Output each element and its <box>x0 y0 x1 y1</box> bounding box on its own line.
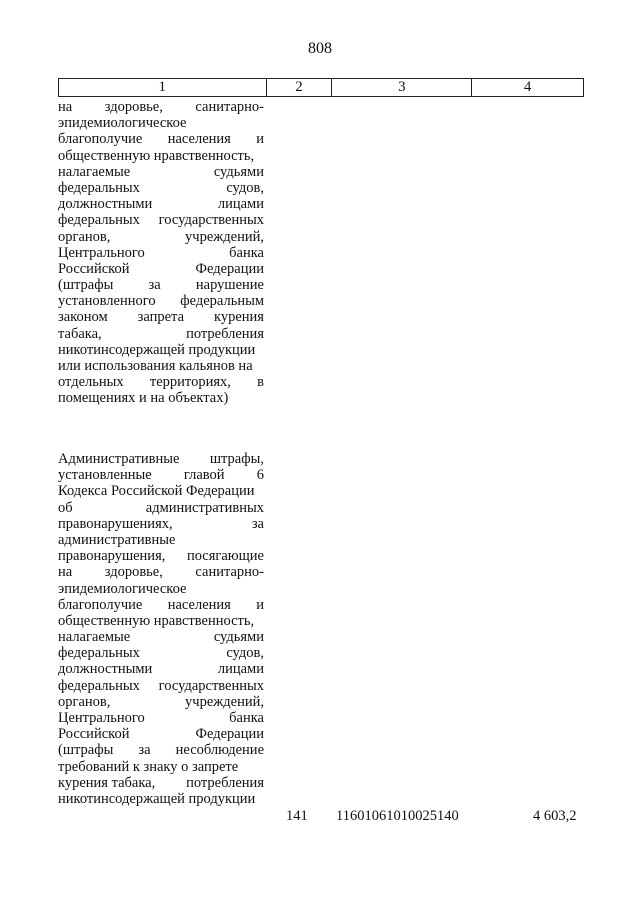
text-word: никотинсодержащей продукции <box>58 790 256 807</box>
text-word: никотинсодержащей продукции <box>58 341 256 358</box>
text-word: эпидемиологическое <box>58 115 187 132</box>
text-word: Административные <box>58 451 180 467</box>
text-word: установленные <box>58 467 152 484</box>
text-word: в <box>257 374 264 391</box>
text-word: здоровье, <box>104 99 163 115</box>
text-line <box>58 613 264 629</box>
text-word: населения <box>167 596 231 613</box>
text-word: на <box>58 99 73 115</box>
text-word: Российской <box>58 726 130 743</box>
cell-amount: 4 603,2 <box>533 808 577 824</box>
text-word: правонарушения, <box>58 548 166 565</box>
cell-income-code: 11601061010025140 <box>336 808 459 824</box>
text-word: за <box>251 515 264 532</box>
text-word: запрета <box>137 309 185 326</box>
text-line <box>58 115 264 131</box>
text-word: федеральных <box>58 212 140 229</box>
text-line <box>58 99 264 115</box>
text-word: Кодекса Российской Федерации <box>58 483 255 500</box>
text-word: нарушение <box>195 277 264 294</box>
text-line <box>58 467 264 483</box>
text-word: и <box>256 596 264 613</box>
header-col-2: 2 <box>267 79 333 96</box>
text-word: на <box>58 564 73 581</box>
text-word: об <box>58 499 73 516</box>
text-word: здоровье, <box>104 564 163 581</box>
text-word: отдельных <box>58 374 124 391</box>
text-word: учреждений, <box>185 693 264 710</box>
text-word: за <box>138 742 151 759</box>
text-line <box>58 261 264 277</box>
text-word: налагаемые <box>58 163 131 180</box>
text-line <box>58 629 264 645</box>
text-line <box>58 451 264 467</box>
text-word: должностными <box>58 661 153 678</box>
text-word: курения <box>214 309 264 326</box>
text-word: федеральных <box>58 677 140 694</box>
text-word: потребления <box>186 325 264 342</box>
text-word: санитарно- <box>195 564 264 581</box>
text-line <box>58 742 264 758</box>
text-line <box>58 694 264 710</box>
text-line <box>58 358 264 374</box>
text-word: курения табака, <box>58 774 156 791</box>
text-word: Федерации <box>195 260 264 277</box>
text-block-admin-fines <box>58 451 264 807</box>
text-word: 6 <box>256 467 264 484</box>
text-word: федеральных <box>58 645 140 662</box>
text-word: санитарно- <box>195 99 264 115</box>
text-line <box>58 775 264 791</box>
text-word: Федерации <box>195 726 264 743</box>
text-word: федеральным <box>180 293 264 310</box>
text-line <box>58 759 264 775</box>
header-col-4: 4 <box>472 79 584 96</box>
text-line <box>58 791 264 807</box>
text-word: общественную нравственность, <box>58 612 255 629</box>
page-number: 808 <box>308 40 332 57</box>
text-word: или использования кальянов на <box>58 358 253 374</box>
text-word: требований к знаку о запрете <box>58 758 239 775</box>
text-word: общественную нравственность, <box>58 147 255 164</box>
text-word: главой <box>183 467 225 484</box>
text-word: за <box>148 277 161 294</box>
text-word: потребления <box>186 774 264 791</box>
text-word: благополучие <box>58 596 143 613</box>
text-word: административные <box>58 531 176 548</box>
text-word: помещениях и на объектах) <box>58 390 229 407</box>
text-line <box>58 180 264 196</box>
text-word: несоблюдение <box>175 742 264 759</box>
text-line <box>58 164 264 180</box>
text-word: (штрафы <box>58 742 114 759</box>
text-line <box>58 564 264 580</box>
text-word: судов, <box>226 179 264 196</box>
text-word: лицами <box>217 196 264 213</box>
text-line <box>58 131 264 147</box>
text-line <box>58 326 264 342</box>
header-col-1: 1 <box>59 79 267 96</box>
text-word: и <box>256 131 264 148</box>
text-block-continuation <box>58 99 264 407</box>
text-line <box>58 726 264 742</box>
text-word: установленного <box>58 293 156 310</box>
text-line <box>58 532 264 548</box>
text-line <box>58 581 264 597</box>
text-word: Центрального <box>58 244 145 261</box>
text-line <box>58 500 264 516</box>
text-line <box>58 293 264 309</box>
header-col-3: 3 <box>332 79 472 96</box>
text-line <box>58 342 264 358</box>
text-word: органов, <box>58 228 111 245</box>
text-word: банка <box>229 244 264 261</box>
text-word: правонарушениях, <box>58 515 173 532</box>
text-word: населения <box>167 131 231 148</box>
text-line <box>58 678 264 694</box>
text-line <box>58 710 264 726</box>
text-line <box>58 548 264 564</box>
text-word: судьями <box>213 629 264 646</box>
text-word: Российской <box>58 260 130 277</box>
text-word: органов, <box>58 693 111 710</box>
text-word: государственных <box>158 677 264 694</box>
text-word: (штрафы <box>58 277 114 294</box>
text-line <box>58 196 264 212</box>
text-word: посягающие <box>186 548 264 565</box>
text-line <box>58 148 264 164</box>
text-word: банка <box>229 710 264 726</box>
text-word: Центрального <box>58 710 145 726</box>
text-line <box>58 597 264 613</box>
text-word: территориях, <box>149 374 231 391</box>
text-line <box>58 245 264 261</box>
text-word: должностными <box>58 196 153 213</box>
text-word: табака, <box>58 325 102 342</box>
text-line <box>58 212 264 228</box>
text-line <box>58 390 264 406</box>
text-word: благополучие <box>58 131 143 148</box>
text-word: административных <box>145 499 264 516</box>
text-line <box>58 309 264 325</box>
text-word: эпидемиологическое <box>58 580 187 597</box>
text-word: законом <box>58 309 108 326</box>
text-word: лицами <box>217 661 264 678</box>
text-word: учреждений, <box>185 228 264 245</box>
text-line <box>58 374 264 390</box>
text-line <box>58 277 264 293</box>
table-header-row <box>58 78 584 97</box>
text-line <box>58 516 264 532</box>
text-word: судьями <box>213 163 264 180</box>
text-word: налагаемые <box>58 629 131 646</box>
text-word: судов, <box>226 645 264 662</box>
text-line <box>58 483 264 499</box>
text-word: федеральных <box>58 179 140 196</box>
text-word: штрафы, <box>209 451 264 467</box>
text-line <box>58 661 264 677</box>
text-word: государственных <box>158 212 264 229</box>
text-line <box>58 229 264 245</box>
text-line <box>58 645 264 661</box>
cell-admin-code: 141 <box>286 808 308 824</box>
